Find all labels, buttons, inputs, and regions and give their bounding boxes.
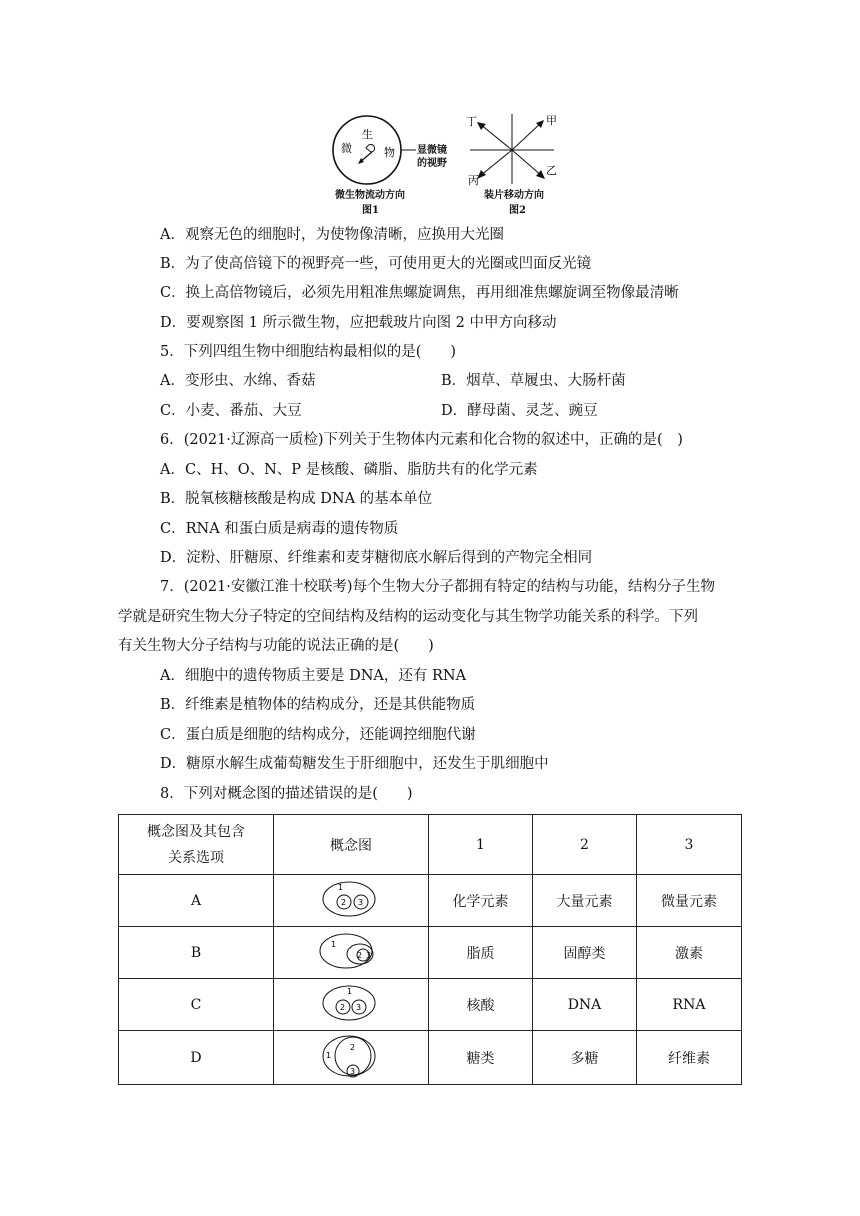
fig2-caption: 装片移动方向: [484, 190, 544, 201]
fig1-text-wu: 物: [384, 146, 395, 159]
q5-stem: 5．下列四组生物中细胞结构最相似的是( ): [160, 344, 457, 360]
q6-option-b: B．脱氧核糖核酸是构成 DNA 的基本单位: [160, 491, 433, 507]
fig1-title: 图1: [362, 205, 379, 216]
q6-stem: 6．(2021·辽源高一质检)下列关于生物体内元素和化合物的叙述中，正确的是( ): [160, 432, 683, 448]
row-cell-2: 固醇类: [533, 927, 637, 979]
svg-text:1: 1: [347, 986, 353, 996]
svg-text:1: 1: [331, 939, 337, 949]
table-row: [119, 875, 742, 927]
svg-text:3: 3: [358, 897, 364, 907]
fig1-text-wei: 微: [341, 142, 352, 155]
q7-stem-line-2: 学就是研究生物大分子特定的空间结构及结构的运动变化与其生物学功能关系的科学。下列: [118, 609, 698, 625]
q4-option-a: A．观察无色的细胞时，为使物像清晰，应换用大光圈: [160, 227, 504, 243]
row-cell-2: 大量元素: [533, 875, 637, 927]
diagram-c: [319, 982, 383, 1024]
fig2-jia: 甲: [546, 114, 557, 127]
svg-text:2: 2: [357, 950, 363, 960]
q7-stem-line-3: 有关生物大分子结构与功能的说法正确的是( ): [118, 638, 434, 654]
q7-option-b: B．纤维素是植物体的结构成分，还是其供能物质: [160, 697, 476, 713]
fig1-side-label-2: 的视野: [417, 158, 447, 169]
svg-text:2: 2: [350, 1042, 356, 1052]
figure-2-slide-direction: [462, 112, 562, 186]
row-diagram: [274, 1031, 429, 1085]
row-option-label: A: [119, 875, 274, 927]
q4-option-c: C．换上高倍物镜后，必须先用粗准焦螺旋调焦，再用细准焦螺旋调至物像最清晰: [160, 285, 679, 301]
svg-text:3: 3: [350, 1066, 356, 1076]
diagram-d: [319, 1033, 383, 1079]
svg-text:2: 2: [340, 1002, 346, 1012]
q4-option-d: D．要观察图 1 所示微生物，应把载玻片向图 2 中甲方向移动: [160, 315, 557, 331]
svg-text:2: 2: [341, 897, 347, 907]
fig2-yi: 乙: [546, 164, 557, 177]
fig2-bing: 丙: [468, 174, 479, 186]
table-header-row: [119, 815, 742, 875]
q5-option-d: D．酵母菌、灵芝、豌豆: [441, 403, 598, 419]
diagram-b: [316, 930, 386, 972]
row-cell-1: 核酸: [429, 979, 533, 1031]
row-diagram: [274, 927, 429, 979]
q4-option-b: B．为了使高倍镜下的视野亮一些，可使用更大的光圈或凹面反光镜: [160, 256, 592, 272]
row-cell-2: 多糖: [533, 1031, 637, 1085]
q8-stem: 8．下列对概念图的描述错误的是( ): [160, 786, 413, 802]
q7-option-c: C．蛋白质是细胞的结构成分，还能调控细胞代谢: [160, 727, 476, 743]
row-diagram: [274, 875, 429, 927]
table-row: [119, 1031, 742, 1085]
fig2-title: 图2: [509, 205, 526, 216]
q6-option-a: A．C、H、O、N、P 是核酸、磷脂、脂肪共有的化学元素: [160, 462, 538, 478]
arrow-yi-line: [512, 150, 542, 176]
q6-option-d: D．淀粉、肝糖原、纤维素和麦芽糖彻底水解后得到的产物完全相同: [160, 550, 593, 566]
svg-text:3: 3: [366, 950, 372, 960]
q7-option-d: D．糖原水解生成葡萄糖发生于肝细胞中，还发生于肌细胞中: [160, 756, 549, 772]
fig1-caption: 微生物流动方向: [335, 190, 405, 201]
header-option-col: 概念图及其包含 关系选项: [119, 815, 274, 875]
row-cell-1: 化学元素: [429, 875, 533, 927]
row-cell-2: DNA: [533, 979, 637, 1031]
concept-map-table: [118, 814, 742, 1085]
header-col-1: 1: [429, 815, 533, 875]
fig1-text-sheng: 生: [362, 128, 373, 141]
row-cell-3: RNA: [637, 979, 742, 1031]
q7-stem-line-1: 7．(2021·安徽江淮十校联考)每个生物大分子都拥有特定的结构与功能，结构分子生物: [160, 579, 716, 595]
table-row: [119, 979, 742, 1031]
header-col-3: 3: [637, 815, 742, 875]
arrow-bing-line: [480, 150, 512, 176]
row-option-label: C: [119, 979, 274, 1031]
svg-text:1: 1: [326, 1050, 332, 1060]
row-cell-3: 纤维素: [637, 1031, 742, 1085]
q5-option-c: C．小麦、番茄、大豆: [160, 403, 302, 419]
q7-option-a: A．细胞中的遗传物质主要是 DNA，还有 RNA: [160, 668, 467, 684]
header-diagram-col: 概念图: [274, 815, 429, 875]
diagram-a: [319, 878, 383, 920]
q5-option-a: A．变形虫、水绵、香菇: [160, 373, 316, 389]
row-cell-3: 激素: [637, 927, 742, 979]
svg-text:1: 1: [338, 882, 344, 892]
row-option-label: D: [119, 1031, 274, 1085]
header-col-2: 2: [533, 815, 637, 875]
fig2-ding: 丁: [466, 115, 477, 128]
row-cell-3: 微量元素: [637, 875, 742, 927]
q6-option-c: C．RNA 和蛋白质是病毒的遗传物质: [160, 521, 399, 537]
arrow-ding-head: [477, 122, 486, 130]
row-cell-1: 脂质: [429, 927, 533, 979]
table-row: [119, 927, 742, 979]
fig1-side-label-1: 显微镜: [417, 145, 447, 156]
svg-text:3: 3: [356, 1002, 362, 1012]
row-option-label: B: [119, 927, 274, 979]
arrow-ding-line: [480, 124, 512, 150]
row-cell-1: 糖类: [429, 1031, 533, 1085]
microbe-shape: [366, 144, 375, 152]
row-diagram: [274, 979, 429, 1031]
q5-option-b: B．烟草、草履虫、大肠杆菌: [441, 373, 626, 389]
arrow-jia-line: [512, 122, 542, 150]
